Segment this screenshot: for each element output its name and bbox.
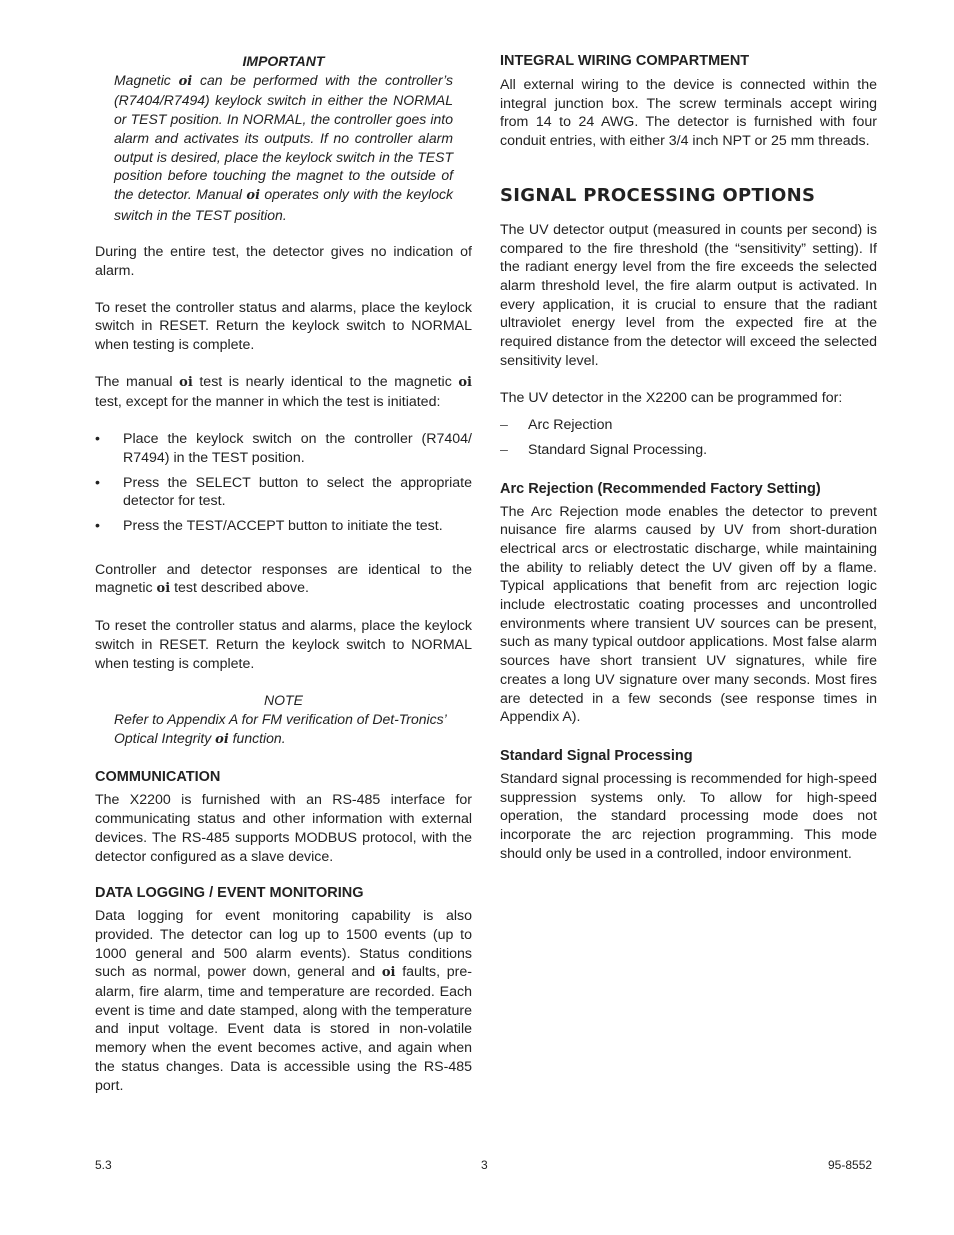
standard-processing-text: Standard signal processing is recommended for high-speed suppression systems only. To allow for high-speed operation, the standard processing mode does not incorporate the arc rejection programming. This mode should only be used in a controlled, indoor environment. [500,770,877,862]
communication-heading: COMMUNICATION [95,769,221,786]
footer-section: 5.3 [95,1158,112,1172]
paragraph-reset-2: To reset the controller status and alarms, place the keylock switch in RESET. Return the keylock switch to NORMAL when testing is complete. [95,618,472,672]
list-item-text: Press the TEST/ACCEPT button to initiate the test. [123,518,443,535]
right-column [500,52,877,864]
fm-note [95,691,472,749]
oi-symbol-icon: oi [179,374,193,390]
note-text-part: function. [232,729,286,746]
text-part: test, except for the manner in which the test is initiated: [95,393,441,410]
dash-icon: – [500,441,508,458]
important-title: IMPORTANT [242,53,325,69]
oi-symbol-icon: oi [381,965,396,981]
list-item-text: Arc Rejection [528,417,613,434]
standard-processing-heading: Standard Signal Processing [500,747,693,764]
oi-symbol-icon: oi [215,731,229,747]
communication-text: The X2200 is furnished with an RS-485 interface for communicating status and other information with external devices. The RS-485 supports MODBUS protocol, with the detector configured as a slave device. [95,792,472,865]
wiring-heading: INTEGRAL WIRING COMPARTMENT [500,53,750,69]
bullet-list [95,430,472,536]
data-logging-text [95,907,472,1095]
list-item-text: Standard Signal Processing. [528,441,708,458]
text-part: faults, pre-alarm, fire alarm, time and temperature are recorded. Each event is time and date stamped, along with the temperature and input voltage. Event data is stored in non-volatile memory when the event becomes active, and again when the status changes. Data is accessible using the RS-485 port. [95,964,472,1094]
signal-processing-heading: SIGNAL PROCESSING OPTIONS [500,184,816,206]
signal-programming-text: The UV detector in the X2200 can be programmed for: [500,390,843,407]
list-item [95,474,472,511]
oi-symbol-icon: oi [246,187,261,203]
paragraph-no-indication: During the entire test, the detector gives no indication of alarm. [95,244,472,280]
oi-symbol-icon: oi [178,73,193,89]
note-text-part: Refer to Appendix A for FM verification of Det-Tronics’ Optical Integrity [114,710,446,746]
important-text-part: Magnetic [114,71,171,88]
list-item-text: Press the SELECT button to select the appropriate detector for test. [123,474,472,510]
important-note [95,52,472,224]
important-text [114,71,453,225]
text-part: test is nearly identical to the magnetic [199,373,452,390]
text-part: The manual [95,373,173,390]
oi-symbol-icon: oi [156,581,171,597]
dash-icon: – [500,417,508,434]
signal-processing-text: The UV detector output (measured in counts per second) is compared to the fire threshold (the “sensitivity” setting). If the radiant energy level from the fire exceeds the selected alarm threshold level, the fire alarm output is activated. In every application, it is crucial to ensure that the radiant ultraviolet energy level from the expected fire at the required distance from the detector will exceed the selected sensitivity level. [500,221,877,369]
text-part: Controller and detector responses are identical to the magnetic [95,561,472,597]
text-part: Data logging for event monitoring capability is also provided. The detector can log up to 1500 events (up to 1000 general and 500 alarm events). Status conditions such as normal, power down, general and [95,908,472,981]
list-item [500,416,877,435]
oi-symbol-icon: oi [458,374,472,390]
note-title: NOTE [264,692,303,709]
left-column [95,52,472,1095]
paragraph-reset-1: To reset the controller status and alarms, place the keylock switch in RESET. Return the keylock switch to NORMAL when testing is complete. [95,299,472,354]
bullet-icon: • [95,518,100,535]
arc-rejection-heading: Arc Rejection (Recommended Factory Setting) [500,480,821,497]
important-text-part: operates only with the keylock switch in the TEST position. [114,185,453,223]
mode-list [500,416,877,459]
paragraph-manual-test [95,373,472,411]
bullet-icon: • [95,431,100,448]
list-item [95,517,472,536]
list-item-text: Place the keylock switch on the controller (R7404/ R7494) in the TEST position. [123,431,472,466]
wiring-text: All external wiring to the device is connected within the integral junction box. The screw terminals accept wiring from 14 to 24 AWG. The detector is furnished with four conduit entries, with either 3/4 inch NPT or 25 mm threads. [500,77,877,150]
paragraph-responses [95,561,472,599]
note-text [114,710,453,749]
list-item [500,441,877,460]
bullet-icon: • [95,474,100,491]
data-logging-heading: DATA LOGGING / EVENT MONITORING [95,885,364,902]
text-part: test described above. [174,580,309,597]
list-item [95,430,472,467]
document-number: 95-8552 [828,1158,873,1172]
arc-rejection-text: The Arc Rejection mode enables the detector to prevent nuisance fire alarms caused by UV from short-duration electrical arcs or electrostatic discharge, while maintaining the ability to reliably detect the UV given off by a flame. Typical applications that benefit from arc rejection logic include electrostatic coating processes and uncontrolled environments where transient UV sources can be present, such as many typical outdoor applications. Most false alarm sources have short transient UV signatures, while fire creates a long UV signature over many seconds. Most fires are detected in a few seconds (see response times in Appendix A). [500,503,877,726]
page-number: 3 [481,1158,488,1172]
important-text-part: can be performed with the controller’s (R7404/R7494) keylock switch in either the NORMAL or TEST position. In NORMAL, the controller goes into alarm and activates its outputs. If no controller alarm output is desired, place the keylock switch in the TEST position before touching the magnet to the outside of the detector. Manual [114,71,454,202]
